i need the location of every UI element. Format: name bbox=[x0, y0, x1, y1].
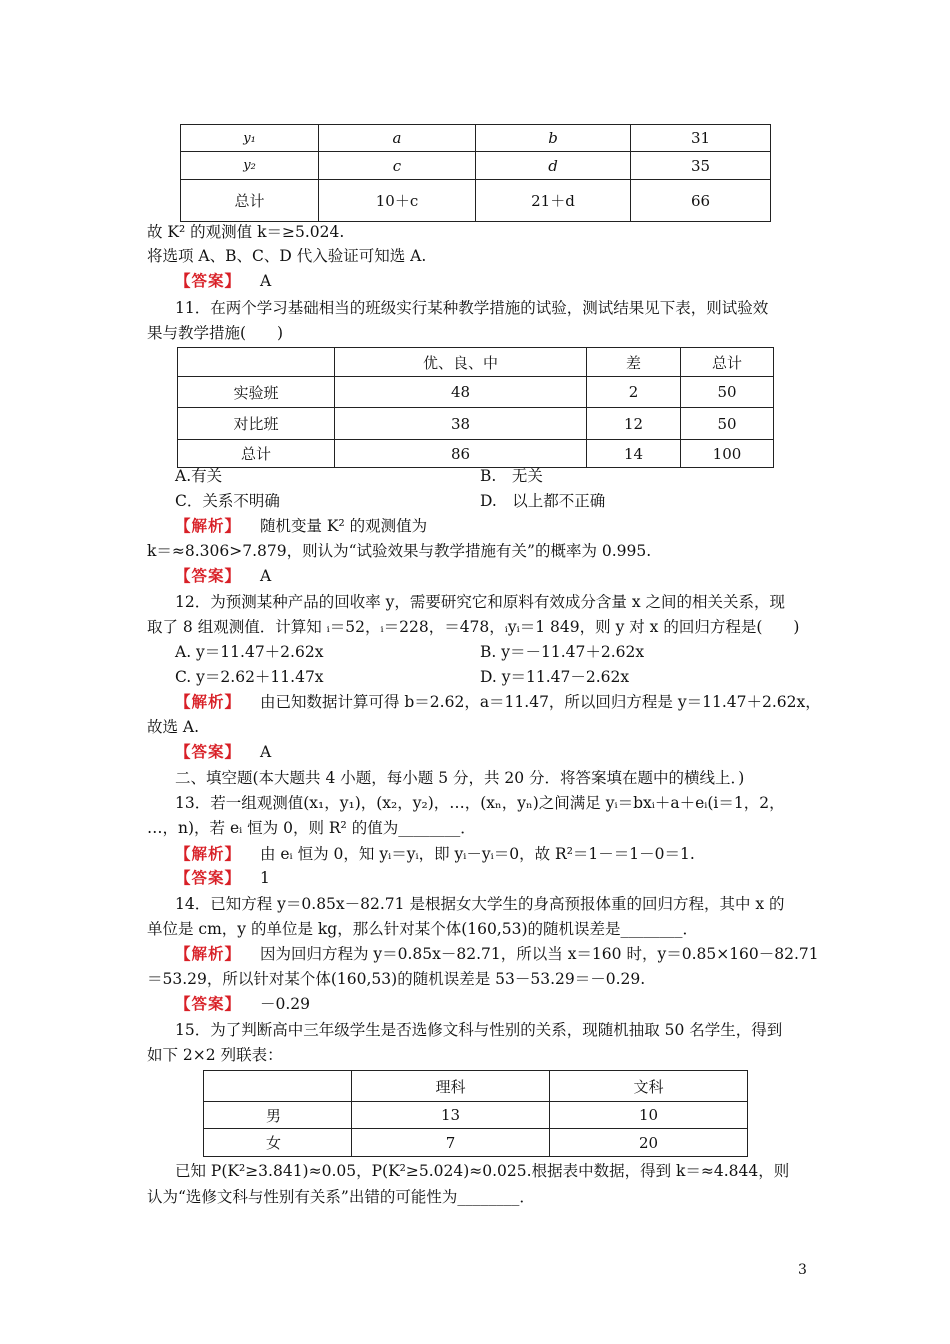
table-header: 总计 bbox=[681, 348, 774, 377]
option-d: D. y＝11.47－2.62x bbox=[480, 668, 630, 686]
table-cell: 2 bbox=[587, 377, 681, 408]
option-b: B. 无关 bbox=[480, 467, 543, 485]
analysis-text-cont: ＝53.29，所以针对某个体(160,53)的随机误差是 53－53.29＝－0.29. bbox=[147, 970, 646, 988]
option-b: B. y＝－11.47＋2.62x bbox=[480, 643, 645, 661]
table-row bbox=[181, 152, 771, 180]
table-row bbox=[178, 348, 774, 377]
answer-line bbox=[175, 867, 270, 889]
question-15-tail-cont: 认为“选修文科与性别有关系”出错的可能性为________． bbox=[147, 1188, 535, 1206]
question-11-table bbox=[177, 347, 774, 468]
answer-tag: 【答案】 bbox=[175, 868, 242, 887]
table-cell: 男 bbox=[204, 1102, 352, 1129]
answer-tag: 【答案】 bbox=[175, 994, 242, 1013]
table-cell: 38 bbox=[335, 408, 587, 440]
table-cell: 48 bbox=[335, 377, 587, 408]
question-14-stem-cont: 单位是 cm，y 的单位是 kg，那么针对某个体(160,53)的随机误差是________． bbox=[147, 920, 699, 938]
table-cell: 66 bbox=[631, 180, 771, 222]
answer-line bbox=[175, 741, 271, 763]
analysis-tag: 【解析】 bbox=[175, 516, 242, 535]
question-15-table bbox=[203, 1070, 748, 1157]
text-line: 故 K² 的观测值 k＝≥5.024. bbox=[147, 223, 345, 241]
table-cell: 35 bbox=[631, 152, 771, 180]
table-cell: 14 bbox=[587, 440, 681, 468]
option-d: D. 以上都不正确 bbox=[480, 492, 606, 510]
answer-line bbox=[175, 993, 310, 1015]
table-cell: y₁ bbox=[181, 125, 319, 152]
table-cell: 10＋c bbox=[319, 180, 476, 222]
table-cell: 对比班 bbox=[178, 408, 335, 440]
option-c: C. y＝2.62＋11.47x bbox=[175, 668, 324, 686]
analysis-tag: 【解析】 bbox=[175, 844, 242, 863]
question-15-stem: 15．为了判断高中三年级学生是否选修文科与性别的关系，现随机抽取 50 名学生，得到 bbox=[175, 1021, 783, 1039]
table-cell: 100 bbox=[681, 440, 774, 468]
text-line: 将选项 A、B、C、D 代入验证可知选 A. bbox=[147, 247, 427, 265]
answer-value: 1 bbox=[259, 869, 270, 887]
analysis-text: 由已知数据计算可得 b＝2.62，a＝11.47，所以回归方程是 y＝11.47＋2.62x， bbox=[259, 693, 821, 711]
table-row bbox=[178, 440, 774, 468]
answer-value: A bbox=[259, 567, 272, 585]
analysis-line bbox=[175, 515, 427, 537]
table-header bbox=[204, 1071, 352, 1102]
question-15-stem-cont: 如下 2×2 列联表： bbox=[147, 1046, 283, 1064]
table-cell: 实验班 bbox=[178, 377, 335, 408]
answer-tag: 【答案】 bbox=[175, 742, 242, 761]
analysis-line bbox=[175, 691, 821, 713]
table-cell: 总计 bbox=[181, 180, 319, 222]
answer-value: A bbox=[259, 272, 272, 290]
analysis-text-cont: 故选 A. bbox=[147, 718, 200, 736]
table-row bbox=[204, 1129, 748, 1157]
analysis-tag: 【解析】 bbox=[175, 944, 242, 963]
table-cell: 86 bbox=[335, 440, 587, 468]
answer-tag: 【答案】 bbox=[175, 566, 242, 585]
analysis-text: 随机变量 K² 的观测值为 bbox=[259, 517, 428, 535]
question-11-stem-cont: 果与教学措施( ) bbox=[147, 324, 284, 342]
question-13-stem-cont: …，n)，若 eᵢ 恒为 0，则 R² 的值为________． bbox=[147, 819, 476, 837]
analysis-tag: 【解析】 bbox=[175, 692, 242, 711]
answer-value: A bbox=[259, 743, 272, 761]
table-row bbox=[181, 125, 771, 152]
table-header: 理科 bbox=[352, 1071, 550, 1102]
option-c: C．关系不明确 bbox=[175, 492, 280, 510]
table-cell: c bbox=[319, 152, 476, 180]
question-14-stem: 14．已知方程 y＝0.85x－82.71 是根据女大学生的身高预报体重的回归方程，其中 x 的 bbox=[175, 895, 785, 913]
table-cell: d bbox=[476, 152, 631, 180]
answer-line bbox=[175, 270, 271, 292]
analysis-text: 由 eᵢ 恒为 0，知 yᵢ＝yᵢ，即 yᵢ－yᵢ＝0，故 R²＝1－＝1－0＝1. bbox=[259, 845, 695, 863]
table-cell: 21＋d bbox=[476, 180, 631, 222]
question-11-stem: 11．在两个学习基础相当的班级实行某种教学措施的试验，测试结果见下表，则试验效 bbox=[175, 299, 769, 317]
answer-line bbox=[175, 565, 271, 587]
analysis-text: 因为回归方程为 y＝0.85x－82.71，所以当 x＝160 时，y＝0.85×160－82.71 bbox=[259, 945, 819, 963]
analysis-line bbox=[175, 943, 819, 965]
table-cell: 10 bbox=[550, 1102, 748, 1129]
table-cell: y₂ bbox=[181, 152, 319, 180]
table-cell: 12 bbox=[587, 408, 681, 440]
option-a: A.有关 bbox=[175, 467, 223, 485]
table-row bbox=[204, 1102, 748, 1129]
option-a: A. y＝11.47＋2.62x bbox=[175, 643, 324, 661]
question-15-tail: 已知 P(K²≥3.841)≈0.05，P(K²≥5.024)≈0.025.根据表中数据，得到 k＝≈4.844，则 bbox=[175, 1162, 790, 1180]
page-number: 3 bbox=[798, 1262, 807, 1278]
table-header: 文科 bbox=[550, 1071, 748, 1102]
table-cell: 女 bbox=[204, 1129, 352, 1157]
answer-value: －0.29 bbox=[259, 995, 310, 1013]
table-cell: 50 bbox=[681, 408, 774, 440]
table-row bbox=[178, 408, 774, 440]
table-cell: 7 bbox=[352, 1129, 550, 1157]
contingency-table-1 bbox=[180, 124, 771, 222]
question-13-stem: 13．若一组观测值(x₁，y₁)，(x₂，y₂)，…，(xₙ，yₙ)之间满足 yᵢ＝bxᵢ＋a＋eᵢ(i＝1，2， bbox=[175, 794, 785, 812]
analysis-text-cont: k＝≈8.306>7.879，则认为“试验效果与教学措施有关”的概率为 0.995. bbox=[147, 542, 652, 560]
analysis-line bbox=[175, 843, 695, 865]
table-cell: 13 bbox=[352, 1102, 550, 1129]
table-header: 差 bbox=[587, 348, 681, 377]
table-row bbox=[204, 1071, 748, 1102]
table-header bbox=[178, 348, 335, 377]
question-12-stem: 12．为预测某种产品的回收率 y，需要研究它和原料有效成分含量 x 之间的相关关系，现 bbox=[175, 593, 786, 611]
table-header: 优、良、中 bbox=[335, 348, 587, 377]
table-cell: 50 bbox=[681, 377, 774, 408]
section-heading: 二、填空题(本大题共 4 小题，每小题 5 分，共 20 分．将答案填在题中的横线上．) bbox=[175, 769, 745, 787]
table-cell: a bbox=[319, 125, 476, 152]
table-cell: b bbox=[476, 125, 631, 152]
table-row bbox=[181, 180, 771, 222]
table-cell: 总计 bbox=[178, 440, 335, 468]
question-12-stem-cont: 取了 8 组观测值．计算知 ᵢ＝52，ᵢ＝228，＝478，ᵢyᵢ＝1 849，则 y 对 x 的回归方程是( ) bbox=[147, 618, 800, 636]
table-row bbox=[178, 377, 774, 408]
table-cell: 31 bbox=[631, 125, 771, 152]
table-cell: 20 bbox=[550, 1129, 748, 1157]
answer-tag: 【答案】 bbox=[175, 271, 242, 290]
